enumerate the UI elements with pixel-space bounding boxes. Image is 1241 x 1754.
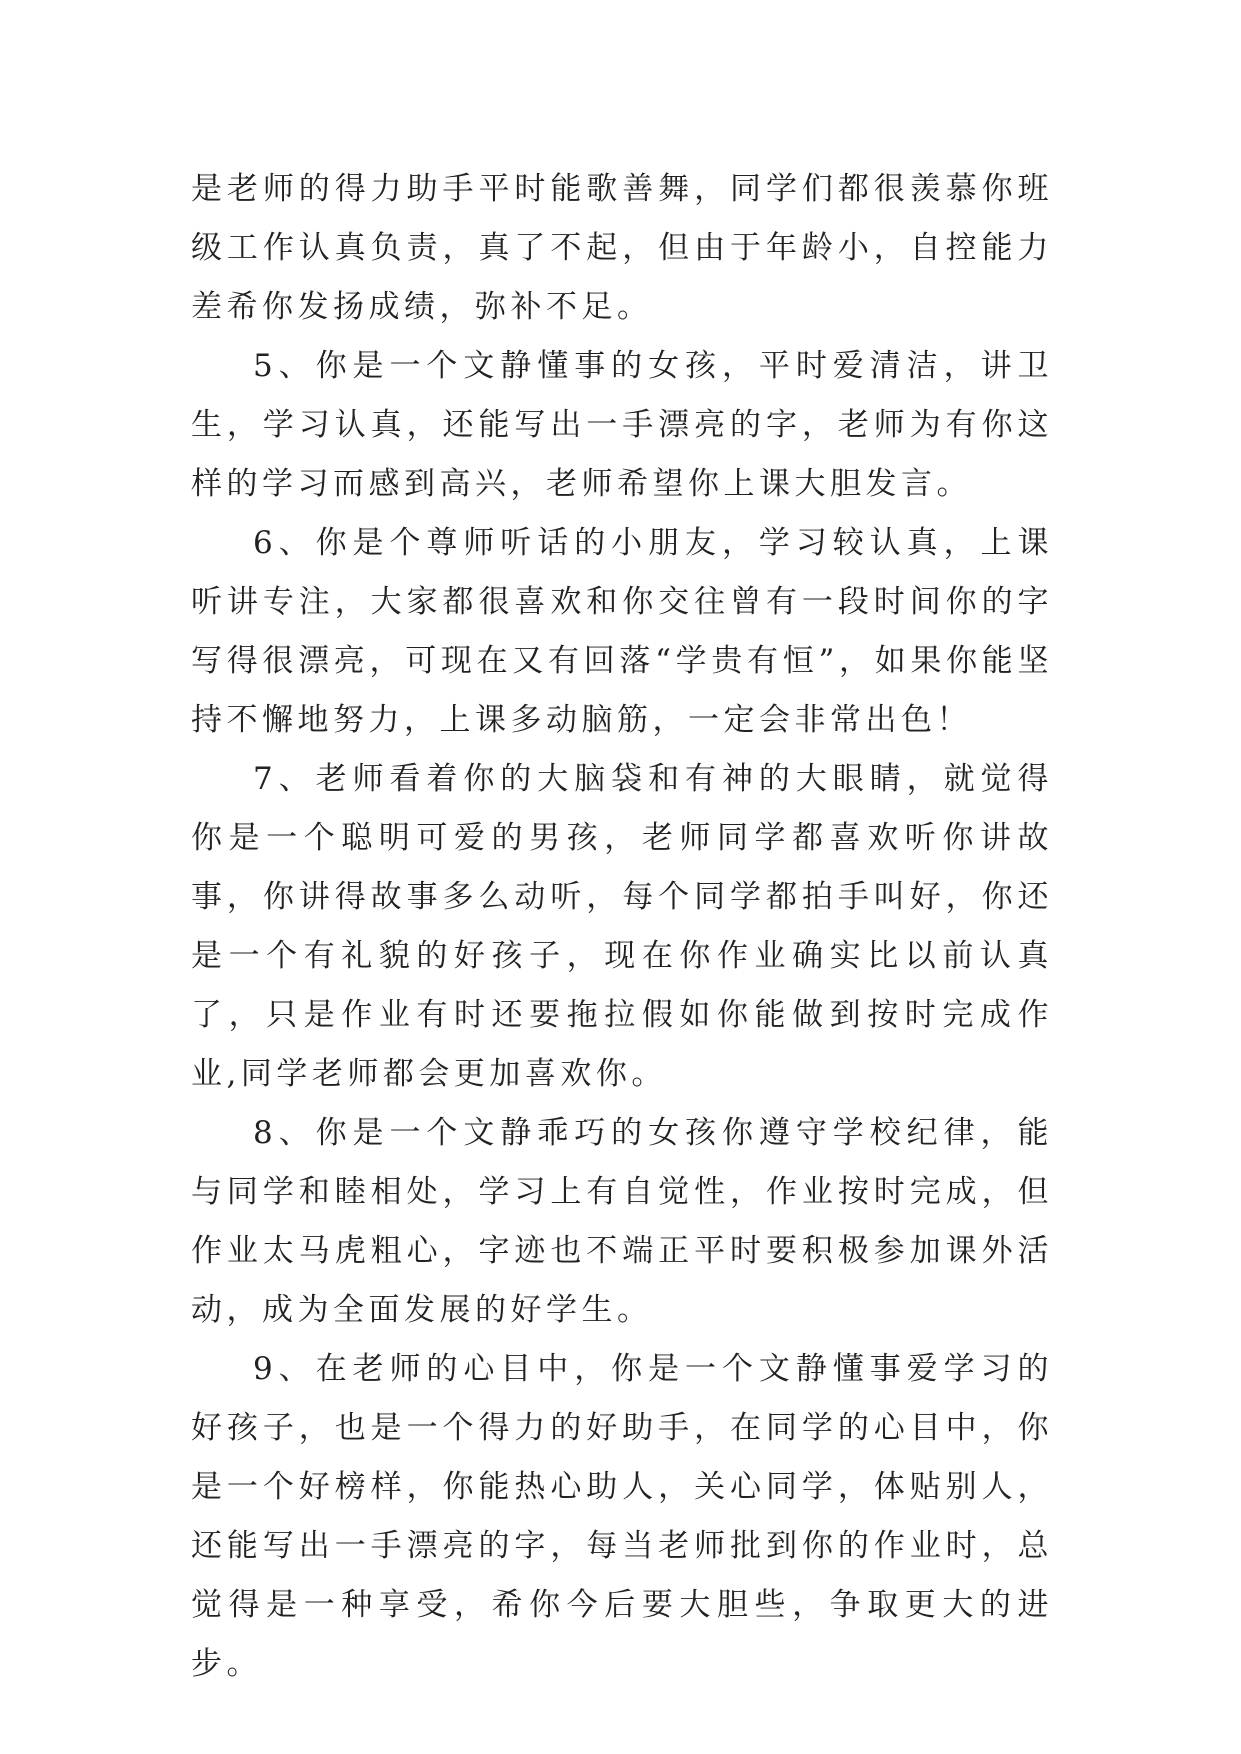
paragraph-item-5: 5、你是一个文静懂事的女孩，平时爱清洁，讲卫生，学习认真，还能写出一手漂亮的字，老师为有你这样的学习而感到高兴，老师希望你上课大胆发言。 — [191, 348, 1053, 502]
paragraph-item-9: 9、在老师的心目中，你是一个文静懂事爱学习的好孩子，也是一个得力的好助手，在同学的心目中，你是一个好榜样，你能热心助人，关心同学，体贴别人，还能写出一手漂亮的字，每当老师批到你的作业时，总觉得是一种享受，希你今后要大胆些，争取更大的进步。 — [191, 1351, 1053, 1682]
paragraph-item-7: 7、老师看着你的大脑袋和有神的大眼睛，就觉得你是一个聪明可爱的男孩，老师同学都喜欢听你讲故事，你讲得故事多么动听，每个同学都拍手叫好，你还是一个有礼貌的好孩子，现在你作业确实比以前认真了，只是作业有时还要拖拉假如你能做到按时完成作业,同学老师都会更加喜欢你。 — [191, 761, 1053, 1092]
document-body — [191, 160, 1053, 1694]
paragraph-item-6: 6、你是个尊师听话的小朋友，学习较认真，上课听讲专注，大家都很喜欢和你交往曾有一段时间你的字写得很漂亮，可现在又有回落“学贵有恒”，如果你能坚持不懈地努力，上课多动脑筋，一定会非常出色！ — [191, 525, 1053, 738]
paragraph-item-8: 8、你是一个文静乖巧的女孩你遵守学校纪律，能与同学和睦相处，学习上有自觉性，作业按时完成，但作业太马虎粗心，字迹也不端正平时要积极参加课外活动，成为全面发展的好学生。 — [191, 1115, 1053, 1328]
paragraph-continuation: 是老师的得力助手平时能歌善舞，同学们都很羡慕你班级工作认真负责，真了不起，但由于年龄小，自控能力差希你发扬成绩，弥补不足。 — [191, 171, 1053, 325]
